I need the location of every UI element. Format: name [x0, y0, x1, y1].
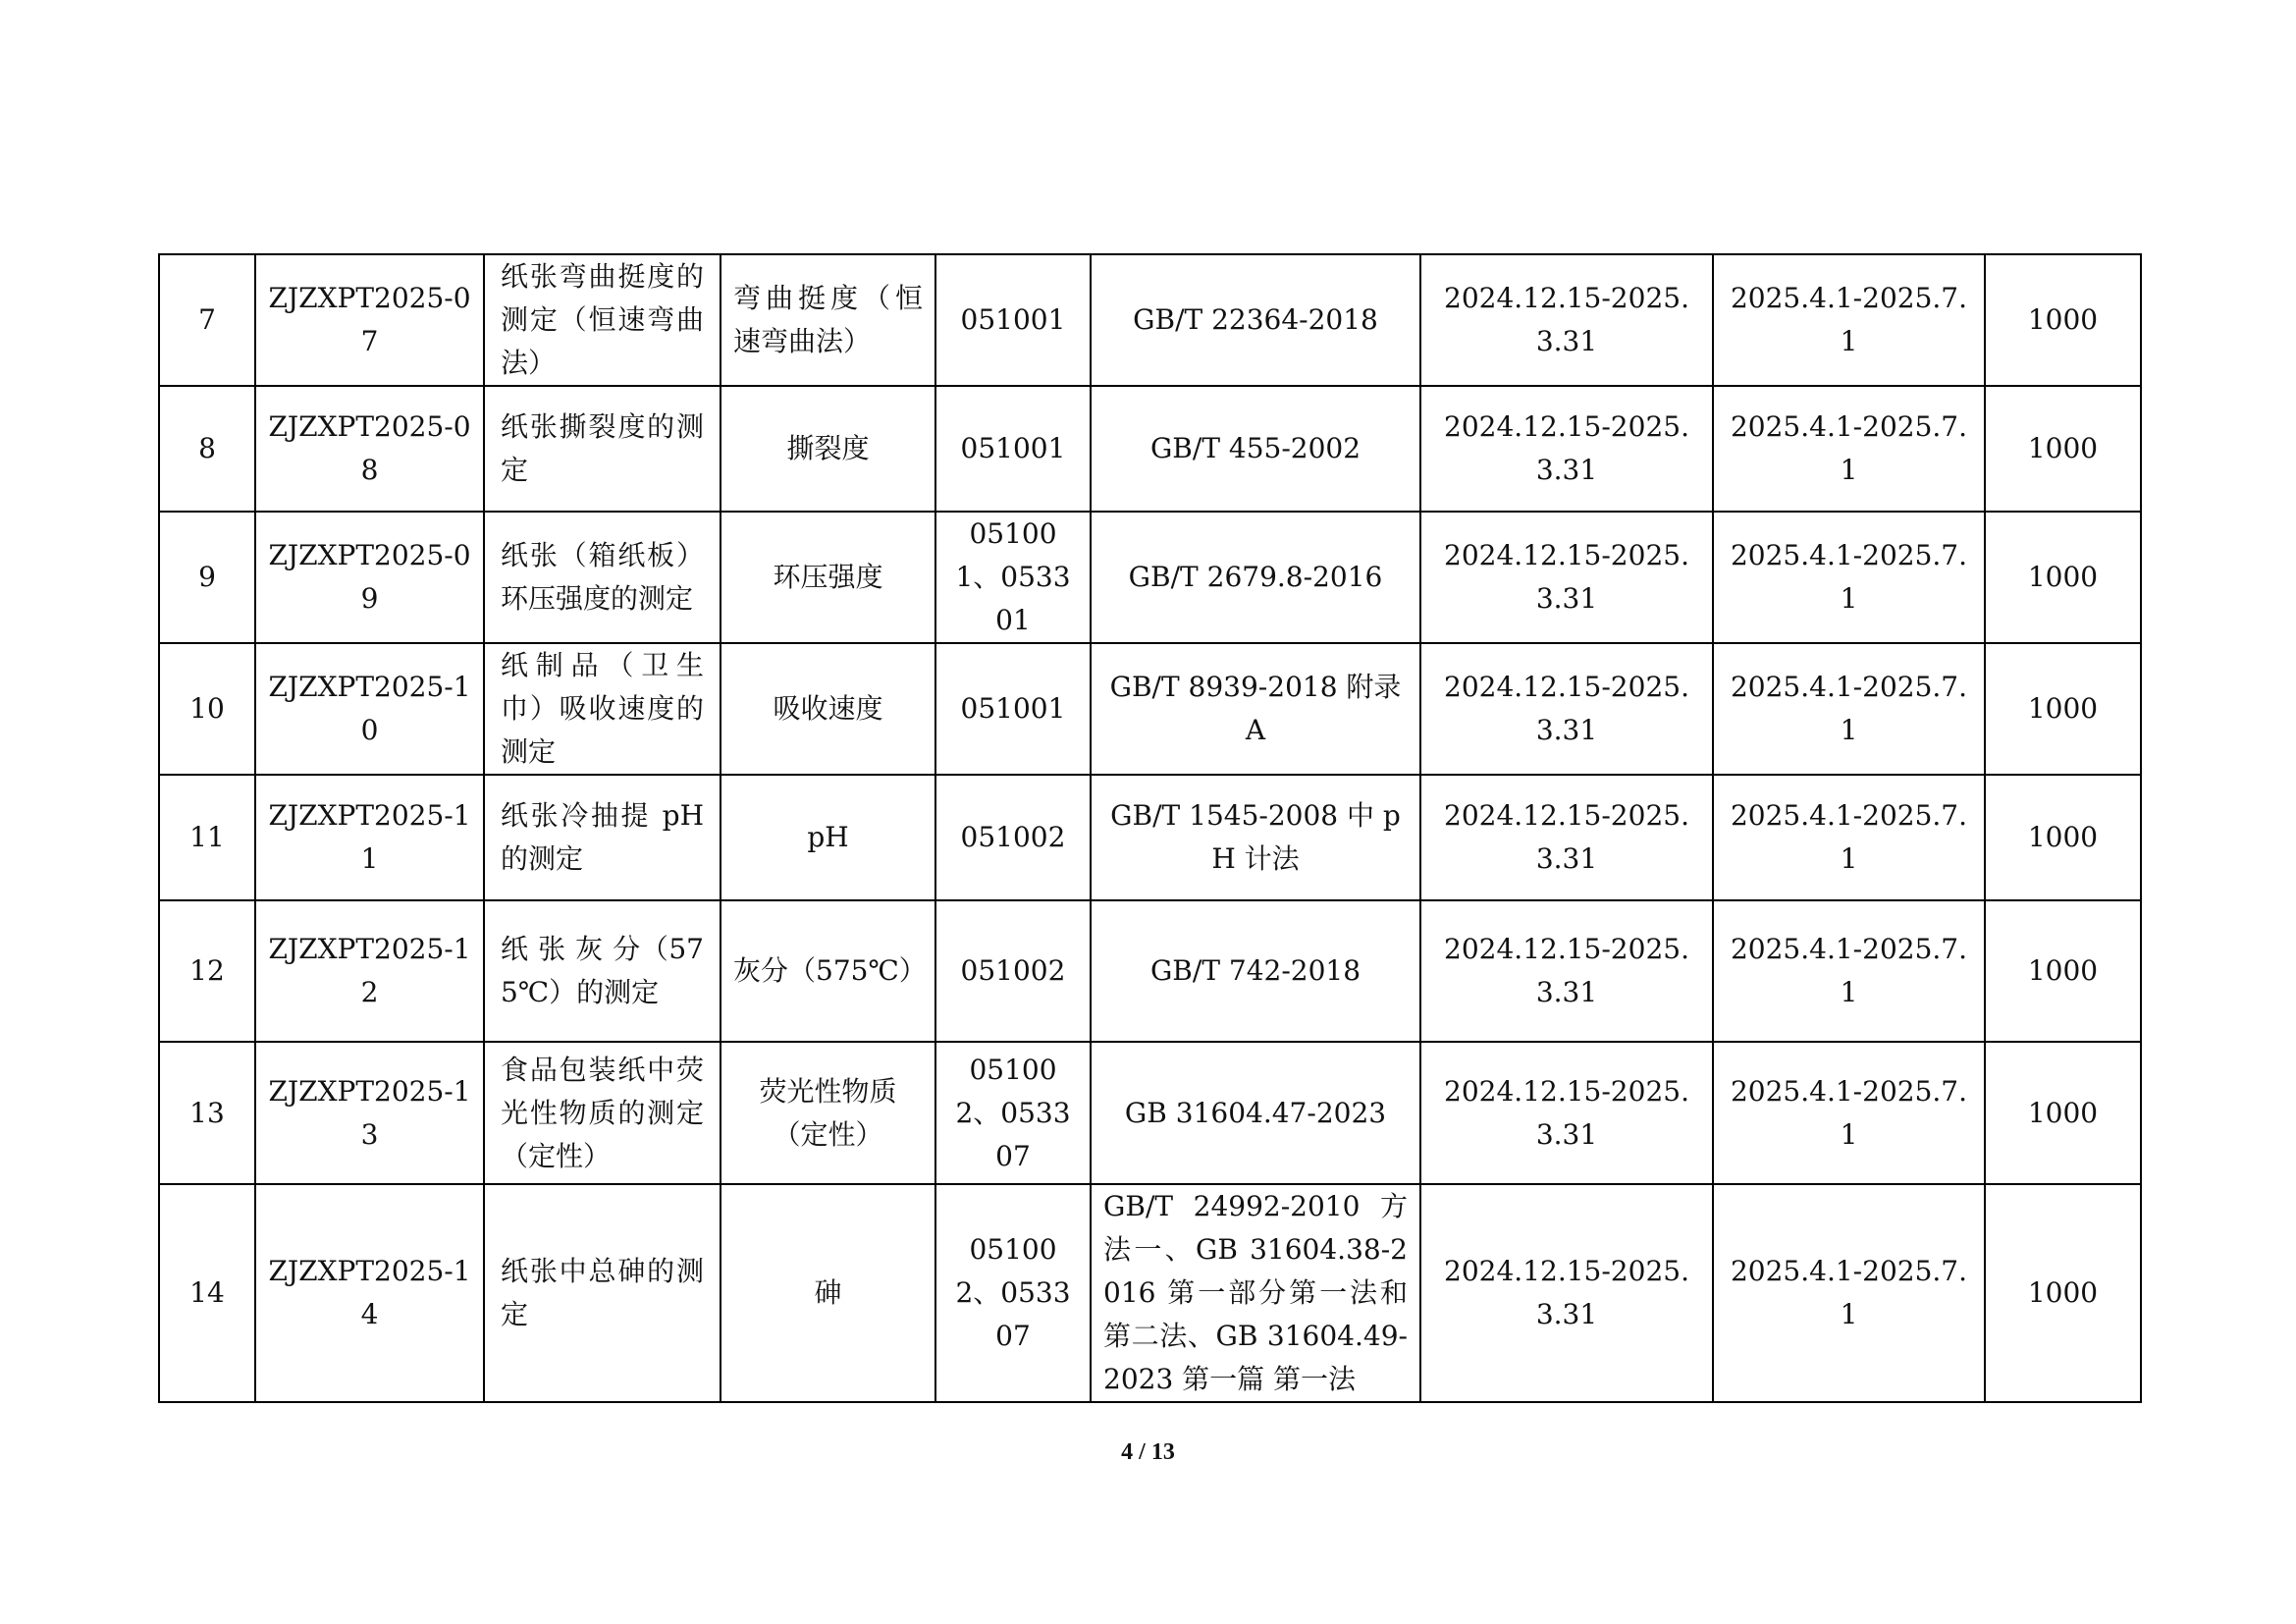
signup-period: 2024.12.15-2025.3.31: [1420, 1184, 1713, 1402]
table-row: [159, 1042, 2141, 1184]
row-number: 8: [159, 386, 255, 512]
program-name: 纸张中总砷的测定: [484, 1184, 721, 1402]
program-code: ZJZXPT2025-10: [255, 643, 484, 775]
fee: 1000: [1985, 775, 2141, 900]
table-row: [159, 254, 2141, 386]
test-period: 2025.4.1-2025.7.1: [1713, 254, 1985, 386]
test-standard: GB/T 1545-2008 中 pH 计法: [1091, 775, 1420, 900]
fee: 1000: [1985, 643, 2141, 775]
table-body: [159, 254, 2141, 1402]
signup-period: 2024.12.15-2025.3.31: [1420, 512, 1713, 643]
table-row: [159, 775, 2141, 900]
row-number: 10: [159, 643, 255, 775]
program-name: 纸 张 灰 分（575℃）的测定: [484, 900, 721, 1042]
test-item: pH: [721, 775, 935, 900]
program-code: ZJZXPT2025-09: [255, 512, 484, 643]
test-item: 灰分（575℃）: [721, 900, 935, 1042]
table-row: [159, 643, 2141, 775]
table-row: [159, 1184, 2141, 1402]
test-period: 2025.4.1-2025.7.1: [1713, 643, 1985, 775]
proficiency-testing-table: [158, 253, 2142, 1403]
test-period: 2025.4.1-2025.7.1: [1713, 1184, 1985, 1402]
category-code: 051002、053307: [935, 1042, 1091, 1184]
test-item: 荧光性物质（定性）: [721, 1042, 935, 1184]
program-name: 纸张弯曲挺度的测定（恒速弯曲法）: [484, 254, 721, 386]
fee: 1000: [1985, 254, 2141, 386]
program-name: 纸张（箱纸板）环压强度的测定: [484, 512, 721, 643]
row-number: 12: [159, 900, 255, 1042]
test-standard: GB 31604.47-2023: [1091, 1042, 1420, 1184]
page-number: 4 / 13: [1121, 1439, 1175, 1465]
signup-period: 2024.12.15-2025.3.31: [1420, 386, 1713, 512]
signup-period: 2024.12.15-2025.3.31: [1420, 254, 1713, 386]
category-code: 051001: [935, 386, 1091, 512]
program-code: ZJZXPT2025-07: [255, 254, 484, 386]
test-period: 2025.4.1-2025.7.1: [1713, 900, 1985, 1042]
test-period: 2025.4.1-2025.7.1: [1713, 512, 1985, 643]
category-code: 051002、053307: [935, 1184, 1091, 1402]
program-code: ZJZXPT2025-11: [255, 775, 484, 900]
signup-period: 2024.12.15-2025.3.31: [1420, 643, 1713, 775]
test-item: 吸收速度: [721, 643, 935, 775]
fee: 1000: [1985, 386, 2141, 512]
test-item: 撕裂度: [721, 386, 935, 512]
category-code: 051001: [935, 254, 1091, 386]
test-period: 2025.4.1-2025.7.1: [1713, 1042, 1985, 1184]
category-code: 051001、053301: [935, 512, 1091, 643]
row-number: 14: [159, 1184, 255, 1402]
fee: 1000: [1985, 1184, 2141, 1402]
table-row: [159, 386, 2141, 512]
program-name: 纸张撕裂度的测定: [484, 386, 721, 512]
row-number: 13: [159, 1042, 255, 1184]
signup-period: 2024.12.15-2025.3.31: [1420, 775, 1713, 900]
program-code: ZJZXPT2025-14: [255, 1184, 484, 1402]
test-item: 砷: [721, 1184, 935, 1402]
signup-period: 2024.12.15-2025.3.31: [1420, 900, 1713, 1042]
test-period: 2025.4.1-2025.7.1: [1713, 775, 1985, 900]
fee: 1000: [1985, 512, 2141, 643]
test-standard: GB/T 2679.8-2016: [1091, 512, 1420, 643]
row-number: 11: [159, 775, 255, 900]
program-name: 食品包装纸中荧光性物质的测定（定性）: [484, 1042, 721, 1184]
category-code: 051002: [935, 900, 1091, 1042]
test-standard: GB/T 742-2018: [1091, 900, 1420, 1042]
test-standard: GB/T 22364-2018: [1091, 254, 1420, 386]
test-item: 环压强度: [721, 512, 935, 643]
category-code: 051001: [935, 643, 1091, 775]
program-name: 纸张冷抽提 pH 的测定: [484, 775, 721, 900]
test-period: 2025.4.1-2025.7.1: [1713, 386, 1985, 512]
program-code: ZJZXPT2025-13: [255, 1042, 484, 1184]
test-standard: GB/T 24992-2010 方法一、GB 31604.38-2016 第一部分第一法和第二法、GB 31604.49-2023 第一篇 第一法: [1091, 1184, 1420, 1402]
category-code: 051002: [935, 775, 1091, 900]
program-name: 纸制品（卫生巾）吸收速度的测定: [484, 643, 721, 775]
row-number: 7: [159, 254, 255, 386]
test-item: 弯曲挺度（恒速弯曲法）: [721, 254, 935, 386]
signup-period: 2024.12.15-2025.3.31: [1420, 1042, 1713, 1184]
fee: 1000: [1985, 900, 2141, 1042]
program-code: ZJZXPT2025-08: [255, 386, 484, 512]
fee: 1000: [1985, 1042, 2141, 1184]
row-number: 9: [159, 512, 255, 643]
test-standard: GB/T 455-2002: [1091, 386, 1420, 512]
test-standard: GB/T 8939-2018 附录 A: [1091, 643, 1420, 775]
table-row: [159, 512, 2141, 643]
table-row: [159, 900, 2141, 1042]
program-code: ZJZXPT2025-12: [255, 900, 484, 1042]
